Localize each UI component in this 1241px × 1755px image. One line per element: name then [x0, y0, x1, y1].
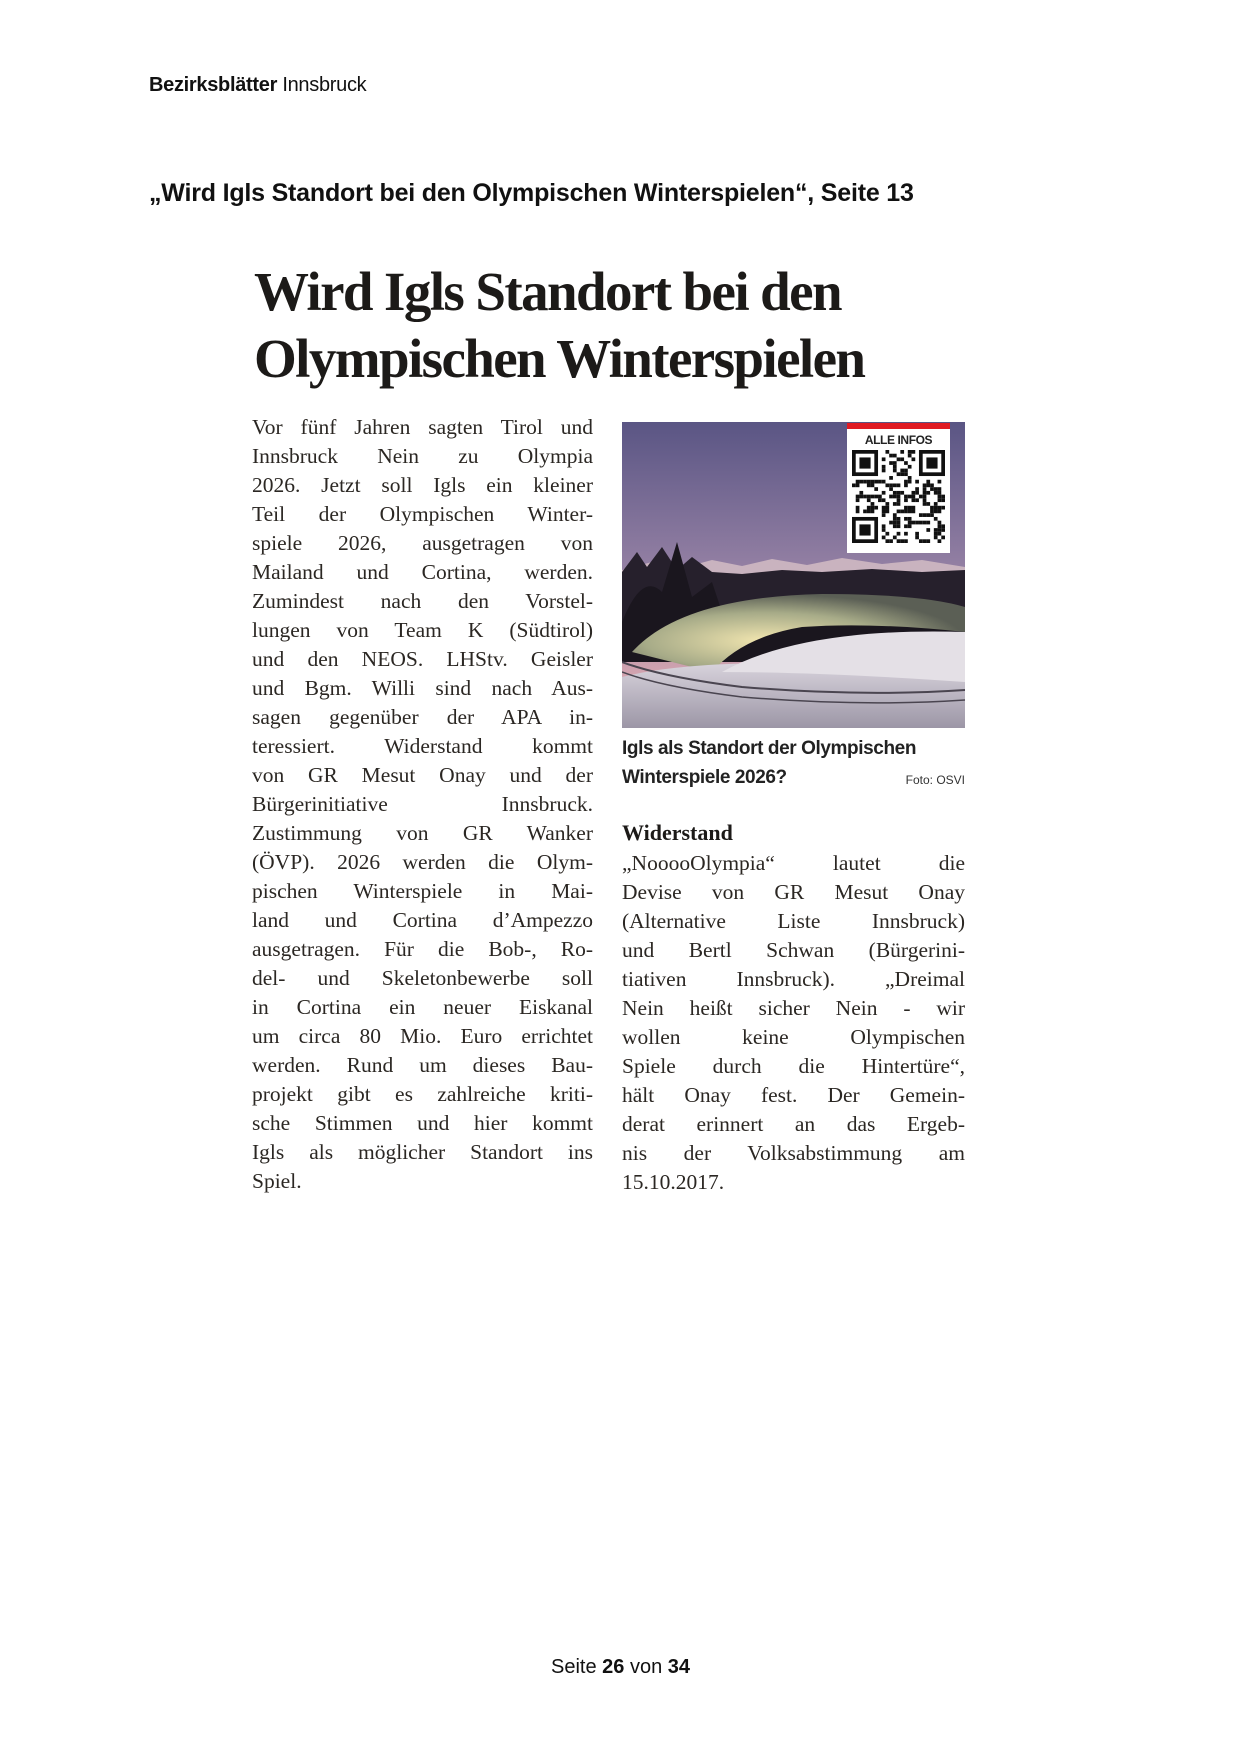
right-column-text [622, 849, 965, 1197]
qr-label: ALLE INFOS [864, 433, 933, 447]
text-line: Spiele durch die Hintertüre“, [622, 1054, 965, 1078]
qr-code-icon [852, 450, 945, 543]
headline-line: Wird Igls Standort bei den [254, 261, 841, 322]
text-line: lungen von Team K (Südtirol) [252, 618, 593, 642]
text-line: und Bgm. Willi sind nach Aus- [252, 676, 593, 700]
text-line: Nein heißt sicher Nein - wir [622, 996, 965, 1020]
text-line: werden. Rund um dieses Bau- [252, 1053, 593, 1077]
current-page-number: 26 [602, 1656, 625, 1678]
text-line: 2026. Jetzt soll Igls ein kleiner [252, 473, 593, 497]
page-footer [0, 1656, 1241, 1679]
text-line: Spiel. [252, 1169, 302, 1193]
text-line: spiele 2026, ausgetragen von [252, 531, 593, 555]
publication-name-bold: Bezirksblätter [149, 74, 278, 96]
text-line: Teil der Olympischen Winter- [252, 502, 593, 526]
text-line: derat erinnert an das Ergeb- [622, 1112, 965, 1136]
publication-name [149, 74, 366, 97]
text-line: „NooooOlympia“ lautet die [622, 851, 965, 875]
text-line: del- und Skeletonbewerbe soll [252, 966, 593, 990]
photo-credit: Foto: OSVI [905, 773, 965, 787]
text-line: in Cortina ein neuer Eiskanal [252, 995, 593, 1019]
text-line: sche Stimmen und hier kommt [252, 1111, 593, 1135]
text-line: Igls als möglicher Standort ins [252, 1140, 593, 1164]
text-line: wollen keine Olympischen [622, 1025, 965, 1049]
text-line: teressiert. Widerstand kommt [252, 734, 593, 758]
section-subheading: Widerstand [622, 820, 733, 845]
headline-line: Olympischen Winterspielen [254, 328, 865, 389]
text-line: (Alternative Liste Innsbruck) [622, 909, 965, 933]
text-line: sagen gegenüber der APA in- [252, 705, 593, 729]
text-line: hält Onay fest. Der Gemein- [622, 1083, 965, 1107]
text-line: (ÖVP). 2026 werden die Olym- [252, 850, 593, 874]
caption-line: Igls als Standort der Olympischen [622, 738, 917, 759]
text-line: pischen Winterspiele in Mai- [252, 879, 593, 903]
text-line: Bürgerinitiative Innsbruck. [252, 792, 593, 816]
text-line: Innsbruck Nein zu Olympia [252, 444, 593, 468]
text-line: tiativen Innsbruck). „Dreimal [622, 967, 965, 991]
text-line: Devise von GR Mesut Onay [622, 880, 965, 904]
text-line: 15.10.2017. [622, 1170, 725, 1194]
text-line: Zumindest nach den Vorstel- [252, 589, 593, 613]
text-line: Zustimmung von GR Wanker [252, 821, 593, 845]
text-line: land und Cortina d’Ampezzo [252, 908, 593, 932]
text-line: und Bertl Schwan (Bürgerini- [622, 938, 965, 962]
article-reference: „Wird Igls Standort bei den Olympischen Winterspielen“, Seite 13 [149, 179, 914, 207]
total-pages: 34 [667, 1656, 691, 1678]
footer-prefix: Seite [550, 1656, 597, 1678]
qr-code-box[interactable] [847, 423, 950, 553]
left-column-text [252, 413, 593, 1196]
text-line: nis der Volksabstimmung am [622, 1141, 965, 1165]
text-line: um circa 80 Mio. Euro errichtet [252, 1024, 593, 1048]
text-line: Vor fünf Jahren sagten Tirol und [252, 415, 593, 439]
text-line: Mailand und Cortina, werden. [252, 560, 593, 584]
footer-middle: von [629, 1656, 663, 1678]
text-line: von GR Mesut Onay und der [252, 763, 593, 787]
caption-line: Winterspiele 2026? [622, 767, 787, 788]
article-headline [254, 258, 994, 392]
text-line: ausgetragen. Für die Bob-, Ro- [252, 937, 593, 961]
publication-name-region: Innsbruck [282, 74, 367, 96]
text-line: und den NEOS. LHStv. Geisler [252, 647, 593, 671]
text-line: projekt gibt es zahlreiche kriti- [252, 1082, 593, 1106]
qr-accent-bar [847, 423, 950, 429]
